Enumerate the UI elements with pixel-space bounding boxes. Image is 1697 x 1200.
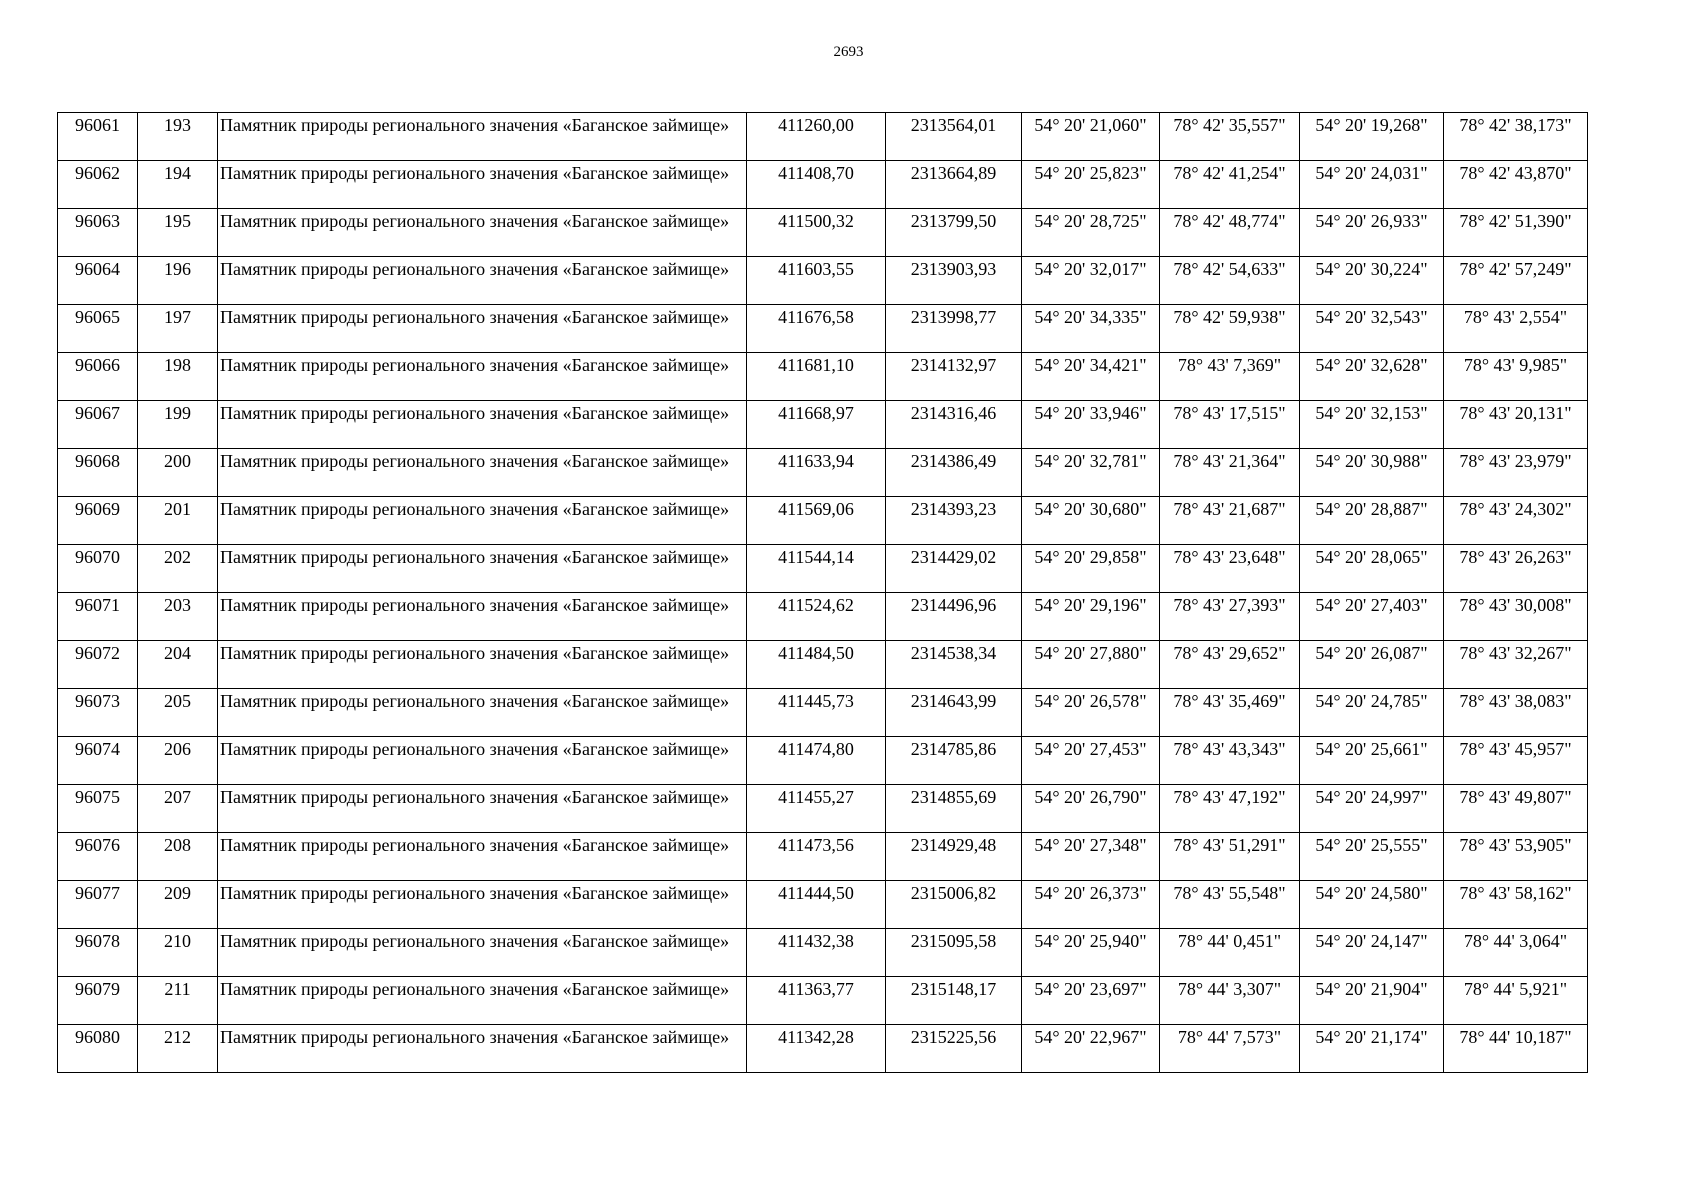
point-number-cell: 207 — [138, 785, 218, 833]
record-id-cell: 96070 — [58, 545, 138, 593]
x-coordinate-cell: 411524,62 — [747, 593, 886, 641]
longitude-2-cell: 78° 43' 49,807" — [1444, 785, 1588, 833]
longitude-2-cell: 78° 43' 58,162" — [1444, 881, 1588, 929]
longitude-1-cell: 78° 42' 48,774" — [1160, 209, 1300, 257]
table-row — [58, 929, 1588, 977]
y-coordinate-cell: 2314643,99 — [886, 689, 1022, 737]
longitude-2-cell: 78° 43' 2,554" — [1444, 305, 1588, 353]
latitude-2-cell: 54° 20' 30,224" — [1300, 257, 1444, 305]
point-number-cell: 206 — [138, 737, 218, 785]
longitude-1-cell: 78° 43' 23,648" — [1160, 545, 1300, 593]
table-row — [58, 305, 1588, 353]
x-coordinate-cell: 411260,00 — [747, 113, 886, 161]
longitude-1-cell: 78° 43' 55,548" — [1160, 881, 1300, 929]
latitude-1-cell: 54° 20' 26,578" — [1022, 689, 1160, 737]
x-coordinate-cell: 411455,27 — [747, 785, 886, 833]
x-coordinate-cell: 411500,32 — [747, 209, 886, 257]
table-row — [58, 833, 1588, 881]
point-number-cell: 199 — [138, 401, 218, 449]
longitude-2-cell: 78° 43' 30,008" — [1444, 593, 1588, 641]
longitude-1-cell: 78° 43' 7,369" — [1160, 353, 1300, 401]
y-coordinate-cell: 2314496,96 — [886, 593, 1022, 641]
y-coordinate-cell: 2314393,23 — [886, 497, 1022, 545]
table-row — [58, 545, 1588, 593]
longitude-2-cell: 78° 42' 51,390" — [1444, 209, 1588, 257]
object-name-cell: Памятник природы регионального значения «Баганское займище» — [218, 1025, 747, 1073]
point-number-cell: 209 — [138, 881, 218, 929]
latitude-1-cell: 54° 20' 25,940" — [1022, 929, 1160, 977]
latitude-1-cell: 54° 20' 25,823" — [1022, 161, 1160, 209]
longitude-2-cell: 78° 43' 26,263" — [1444, 545, 1588, 593]
x-coordinate-cell: 411408,70 — [747, 161, 886, 209]
latitude-1-cell: 54° 20' 34,421" — [1022, 353, 1160, 401]
x-coordinate-cell: 411681,10 — [747, 353, 886, 401]
longitude-1-cell: 78° 43' 43,343" — [1160, 737, 1300, 785]
record-id-cell: 96077 — [58, 881, 138, 929]
x-coordinate-cell: 411544,14 — [747, 545, 886, 593]
y-coordinate-cell: 2314386,49 — [886, 449, 1022, 497]
longitude-2-cell: 78° 44' 5,921" — [1444, 977, 1588, 1025]
y-coordinate-cell: 2313903,93 — [886, 257, 1022, 305]
latitude-2-cell: 54° 20' 24,031" — [1300, 161, 1444, 209]
table-row — [58, 1025, 1588, 1073]
x-coordinate-cell: 411445,73 — [747, 689, 886, 737]
object-name-cell: Памятник природы регионального значения «Баганское займище» — [218, 353, 747, 401]
longitude-2-cell: 78° 44' 3,064" — [1444, 929, 1588, 977]
table-body — [58, 113, 1588, 1073]
longitude-2-cell: 78° 43' 20,131" — [1444, 401, 1588, 449]
latitude-2-cell: 54° 20' 28,887" — [1300, 497, 1444, 545]
y-coordinate-cell: 2313664,89 — [886, 161, 1022, 209]
latitude-2-cell: 54° 20' 27,403" — [1300, 593, 1444, 641]
y-coordinate-cell: 2314855,69 — [886, 785, 1022, 833]
y-coordinate-cell: 2314429,02 — [886, 545, 1022, 593]
table-row — [58, 257, 1588, 305]
latitude-2-cell: 54° 20' 21,174" — [1300, 1025, 1444, 1073]
y-coordinate-cell: 2314929,48 — [886, 833, 1022, 881]
table-row — [58, 785, 1588, 833]
latitude-1-cell: 54° 20' 26,790" — [1022, 785, 1160, 833]
record-id-cell: 96068 — [58, 449, 138, 497]
table-row — [58, 737, 1588, 785]
latitude-1-cell: 54° 20' 27,348" — [1022, 833, 1160, 881]
y-coordinate-cell: 2314538,34 — [886, 641, 1022, 689]
point-number-cell: 205 — [138, 689, 218, 737]
latitude-1-cell: 54° 20' 21,060" — [1022, 113, 1160, 161]
record-id-cell: 96069 — [58, 497, 138, 545]
longitude-2-cell: 78° 43' 38,083" — [1444, 689, 1588, 737]
record-id-cell: 96061 — [58, 113, 138, 161]
table-row — [58, 161, 1588, 209]
latitude-2-cell: 54° 20' 24,147" — [1300, 929, 1444, 977]
record-id-cell: 96063 — [58, 209, 138, 257]
latitude-2-cell: 54° 20' 25,661" — [1300, 737, 1444, 785]
longitude-2-cell: 78° 42' 57,249" — [1444, 257, 1588, 305]
x-coordinate-cell: 411474,80 — [747, 737, 886, 785]
object-name-cell: Памятник природы регионального значения «Баганское займище» — [218, 785, 747, 833]
longitude-1-cell: 78° 43' 35,469" — [1160, 689, 1300, 737]
y-coordinate-cell: 2313799,50 — [886, 209, 1022, 257]
record-id-cell: 96071 — [58, 593, 138, 641]
point-number-cell: 194 — [138, 161, 218, 209]
longitude-1-cell: 78° 43' 27,393" — [1160, 593, 1300, 641]
object-name-cell: Памятник природы регионального значения «Баганское займище» — [218, 449, 747, 497]
latitude-2-cell: 54° 20' 32,543" — [1300, 305, 1444, 353]
longitude-2-cell: 78° 43' 45,957" — [1444, 737, 1588, 785]
record-id-cell: 96065 — [58, 305, 138, 353]
x-coordinate-cell: 411444,50 — [747, 881, 886, 929]
object-name-cell: Памятник природы регионального значения «Баганское займище» — [218, 929, 747, 977]
object-name-cell: Памятник природы регионального значения «Баганское займище» — [218, 497, 747, 545]
latitude-2-cell: 54° 20' 32,153" — [1300, 401, 1444, 449]
record-id-cell: 96062 — [58, 161, 138, 209]
point-number-cell: 200 — [138, 449, 218, 497]
latitude-2-cell: 54° 20' 24,580" — [1300, 881, 1444, 929]
latitude-2-cell: 54° 20' 21,904" — [1300, 977, 1444, 1025]
table-row — [58, 401, 1588, 449]
record-id-cell: 96064 — [58, 257, 138, 305]
object-name-cell: Памятник природы регионального значения «Баганское займище» — [218, 689, 747, 737]
latitude-1-cell: 54° 20' 22,967" — [1022, 1025, 1160, 1073]
y-coordinate-cell: 2313998,77 — [886, 305, 1022, 353]
x-coordinate-cell: 411473,56 — [747, 833, 886, 881]
longitude-1-cell: 78° 42' 54,633" — [1160, 257, 1300, 305]
point-number-cell: 202 — [138, 545, 218, 593]
longitude-1-cell: 78° 44' 7,573" — [1160, 1025, 1300, 1073]
x-coordinate-cell: 411569,06 — [747, 497, 886, 545]
record-id-cell: 96078 — [58, 929, 138, 977]
latitude-1-cell: 54° 20' 27,880" — [1022, 641, 1160, 689]
latitude-1-cell: 54° 20' 33,946" — [1022, 401, 1160, 449]
table-row — [58, 353, 1588, 401]
y-coordinate-cell: 2315006,82 — [886, 881, 1022, 929]
latitude-1-cell: 54° 20' 27,453" — [1022, 737, 1160, 785]
table-row — [58, 449, 1588, 497]
longitude-2-cell: 78° 42' 43,870" — [1444, 161, 1588, 209]
longitude-1-cell: 78° 42' 41,254" — [1160, 161, 1300, 209]
latitude-1-cell: 54° 20' 29,858" — [1022, 545, 1160, 593]
point-number-cell: 204 — [138, 641, 218, 689]
latitude-1-cell: 54° 20' 28,725" — [1022, 209, 1160, 257]
longitude-1-cell: 78° 44' 3,307" — [1160, 977, 1300, 1025]
table-row — [58, 497, 1588, 545]
object-name-cell: Памятник природы регионального значения «Баганское займище» — [218, 641, 747, 689]
point-number-cell: 201 — [138, 497, 218, 545]
longitude-2-cell: 78° 43' 32,267" — [1444, 641, 1588, 689]
x-coordinate-cell: 411676,58 — [747, 305, 886, 353]
longitude-1-cell: 78° 43' 51,291" — [1160, 833, 1300, 881]
latitude-1-cell: 54° 20' 26,373" — [1022, 881, 1160, 929]
object-name-cell: Памятник природы регионального значения «Баганское займище» — [218, 833, 747, 881]
point-number-cell: 196 — [138, 257, 218, 305]
record-id-cell: 96067 — [58, 401, 138, 449]
longitude-2-cell: 78° 43' 23,979" — [1444, 449, 1588, 497]
longitude-1-cell: 78° 43' 17,515" — [1160, 401, 1300, 449]
record-id-cell: 96076 — [58, 833, 138, 881]
x-coordinate-cell: 411603,55 — [747, 257, 886, 305]
point-number-cell: 208 — [138, 833, 218, 881]
object-name-cell: Памятник природы регионального значения «Баганское займище» — [218, 257, 747, 305]
y-coordinate-cell: 2315148,17 — [886, 977, 1022, 1025]
x-coordinate-cell: 411668,97 — [747, 401, 886, 449]
record-id-cell: 96074 — [58, 737, 138, 785]
point-number-cell: 210 — [138, 929, 218, 977]
latitude-1-cell: 54° 20' 32,781" — [1022, 449, 1160, 497]
record-id-cell: 96073 — [58, 689, 138, 737]
x-coordinate-cell: 411484,50 — [747, 641, 886, 689]
latitude-1-cell: 54° 20' 34,335" — [1022, 305, 1160, 353]
y-coordinate-cell: 2314316,46 — [886, 401, 1022, 449]
page-number: 2693 — [833, 44, 864, 60]
y-coordinate-cell: 2314132,97 — [886, 353, 1022, 401]
object-name-cell: Памятник природы регионального значения «Баганское займище» — [218, 209, 747, 257]
longitude-1-cell: 78° 43' 21,364" — [1160, 449, 1300, 497]
object-name-cell: Памятник природы регионального значения «Баганское займище» — [218, 161, 747, 209]
coordinates-table — [57, 112, 1588, 1073]
record-id-cell: 96079 — [58, 977, 138, 1025]
object-name-cell: Памятник природы регионального значения «Баганское займище» — [218, 737, 747, 785]
longitude-2-cell: 78° 43' 9,985" — [1444, 353, 1588, 401]
point-number-cell: 195 — [138, 209, 218, 257]
object-name-cell: Памятник природы регионального значения «Баганское займище» — [218, 401, 747, 449]
latitude-1-cell: 54° 20' 29,196" — [1022, 593, 1160, 641]
record-id-cell: 96066 — [58, 353, 138, 401]
point-number-cell: 203 — [138, 593, 218, 641]
record-id-cell: 96072 — [58, 641, 138, 689]
object-name-cell: Памятник природы регионального значения «Баганское займище» — [218, 545, 747, 593]
table-row — [58, 593, 1588, 641]
longitude-2-cell: 78° 44' 10,187" — [1444, 1025, 1588, 1073]
y-coordinate-cell: 2313564,01 — [886, 113, 1022, 161]
longitude-2-cell: 78° 43' 24,302" — [1444, 497, 1588, 545]
object-name-cell: Памятник природы регионального значения «Баганское займище» — [218, 593, 747, 641]
latitude-1-cell: 54° 20' 23,697" — [1022, 977, 1160, 1025]
latitude-2-cell: 54° 20' 28,065" — [1300, 545, 1444, 593]
latitude-1-cell: 54° 20' 32,017" — [1022, 257, 1160, 305]
longitude-1-cell: 78° 42' 35,557" — [1160, 113, 1300, 161]
table-row — [58, 881, 1588, 929]
y-coordinate-cell: 2315225,56 — [886, 1025, 1022, 1073]
table-row — [58, 689, 1588, 737]
longitude-1-cell: 78° 43' 21,687" — [1160, 497, 1300, 545]
x-coordinate-cell: 411432,38 — [747, 929, 886, 977]
longitude-2-cell: 78° 43' 53,905" — [1444, 833, 1588, 881]
x-coordinate-cell: 411363,77 — [747, 977, 886, 1025]
latitude-2-cell: 54° 20' 24,785" — [1300, 689, 1444, 737]
latitude-1-cell: 54° 20' 30,680" — [1022, 497, 1160, 545]
latitude-2-cell: 54° 20' 26,087" — [1300, 641, 1444, 689]
y-coordinate-cell: 2314785,86 — [886, 737, 1022, 785]
x-coordinate-cell: 411633,94 — [747, 449, 886, 497]
latitude-2-cell: 54° 20' 25,555" — [1300, 833, 1444, 881]
object-name-cell: Памятник природы регионального значения «Баганское займище» — [218, 881, 747, 929]
latitude-2-cell: 54° 20' 30,988" — [1300, 449, 1444, 497]
point-number-cell: 198 — [138, 353, 218, 401]
longitude-1-cell: 78° 42' 59,938" — [1160, 305, 1300, 353]
longitude-1-cell: 78° 43' 47,192" — [1160, 785, 1300, 833]
longitude-2-cell: 78° 42' 38,173" — [1444, 113, 1588, 161]
latitude-2-cell: 54° 20' 19,268" — [1300, 113, 1444, 161]
latitude-2-cell: 54° 20' 32,628" — [1300, 353, 1444, 401]
point-number-cell: 212 — [138, 1025, 218, 1073]
point-number-cell: 211 — [138, 977, 218, 1025]
latitude-2-cell: 54° 20' 26,933" — [1300, 209, 1444, 257]
object-name-cell: Памятник природы регионального значения «Баганское займище» — [218, 305, 747, 353]
x-coordinate-cell: 411342,28 — [747, 1025, 886, 1073]
object-name-cell: Памятник природы регионального значения «Баганское займище» — [218, 113, 747, 161]
table-row — [58, 113, 1588, 161]
record-id-cell: 96075 — [58, 785, 138, 833]
y-coordinate-cell: 2315095,58 — [886, 929, 1022, 977]
longitude-1-cell: 78° 44' 0,451" — [1160, 929, 1300, 977]
longitude-1-cell: 78° 43' 29,652" — [1160, 641, 1300, 689]
point-number-cell: 197 — [138, 305, 218, 353]
point-number-cell: 193 — [138, 113, 218, 161]
latitude-2-cell: 54° 20' 24,997" — [1300, 785, 1444, 833]
table-row — [58, 977, 1588, 1025]
object-name-cell: Памятник природы регионального значения «Баганское займище» — [218, 977, 747, 1025]
table-row — [58, 641, 1588, 689]
table-row — [58, 209, 1588, 257]
record-id-cell: 96080 — [58, 1025, 138, 1073]
